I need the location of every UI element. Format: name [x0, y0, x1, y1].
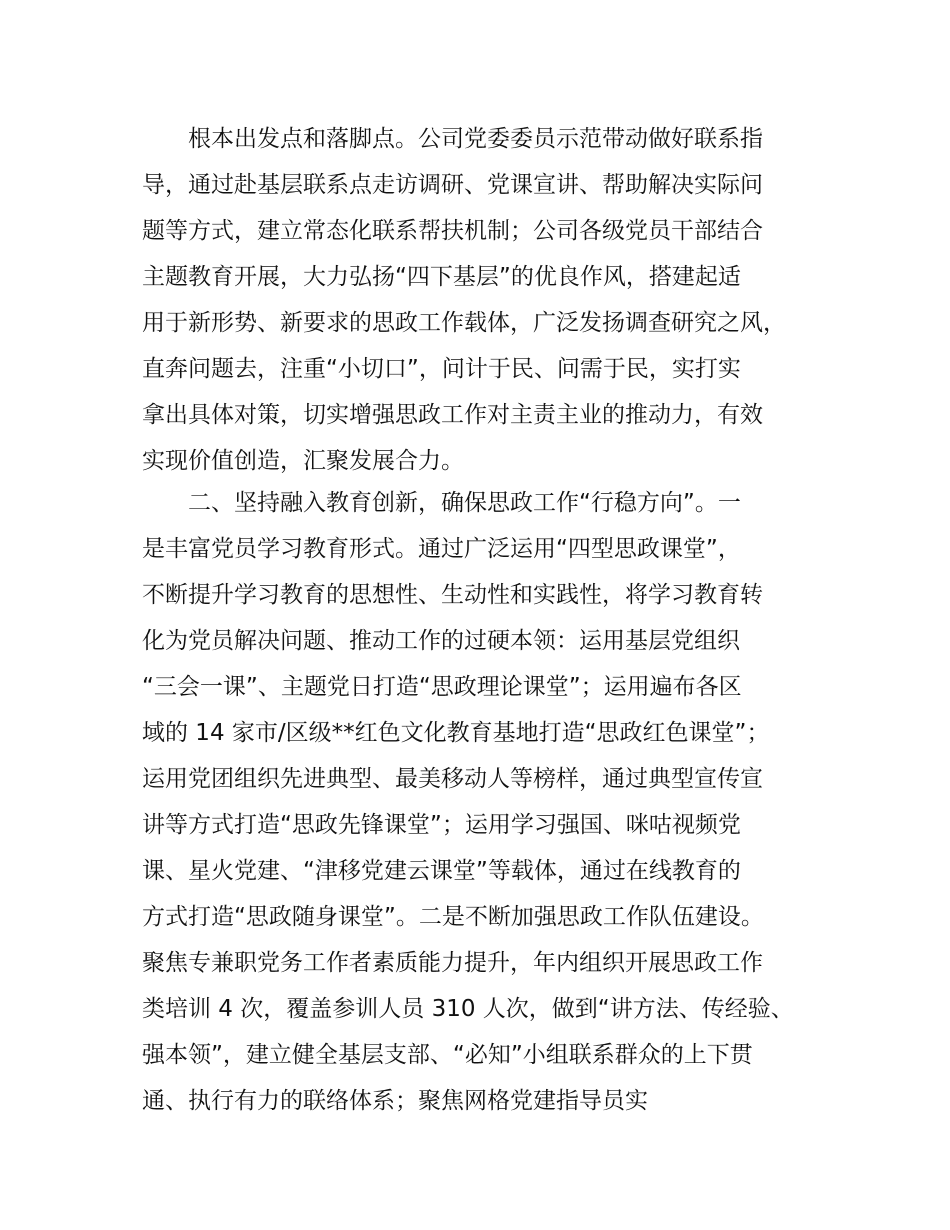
text-line: 是丰富党员学习教育形式。通过广泛运用“四型思政课堂”，	[142, 536, 741, 562]
text-line: 拿出具体对策，切实增强思政工作对主责主业的推动力，有效	[142, 402, 763, 428]
text-line: 强本领”，建立健全基层支部、“必知”小组联系群众的上下贯	[142, 1042, 753, 1068]
paragraph-1	[142, 116, 842, 484]
text-line: “三会一课”、主题党日打造“思政理论课堂”；运用遍布各区	[142, 674, 742, 700]
text-line: 直奔问题去，注重“小切口”，问计于民、问需于民，实打实	[142, 356, 741, 382]
text-line: 课、星火党建、“津移党建云课堂”等载体，通过在线教育的	[142, 858, 741, 884]
text-line: 导，通过赴基层联系点走访调研、党课宣讲、帮助解决实际问	[142, 172, 763, 198]
paragraph-2	[142, 480, 842, 1124]
text-line: 实现价值创造，汇聚发展合力。	[142, 448, 464, 474]
text-line: 聚焦专兼职党务工作者素质能力提升，年内组织开展思政工作	[142, 950, 763, 976]
text-line: 用于新形势、新要求的思政工作载体，广泛发扬调查研究之风，	[142, 310, 786, 336]
text-line: 主题教育开展，大力弘扬“四下基层”的优良作风，搭建起适	[142, 264, 741, 290]
text-line: 不断提升学习教育的思想性、生动性和实践性，将学习教育转	[142, 582, 763, 608]
text-line: 讲等方式打造“思政先锋课堂”；运用学习强国、咪咕视频党	[142, 812, 741, 838]
text-line: 类培训 4 次，覆盖参训人员 310 人次，做到“讲方法、传经验、	[142, 996, 794, 1022]
text-line: 化为党员解决问题、推动工作的过硬本领：运用基层党组织	[142, 628, 740, 654]
text-line: 运用党团组织先进典型、最美移动人等榜样，通过典型宣传宣	[142, 766, 763, 792]
text-line: 通、执行有力的联络体系；聚焦网格党建指导员实	[142, 1088, 648, 1114]
text-line: 域的 14 家市/区级**红色文化教育基地打造“思政红色课堂”；	[142, 720, 770, 746]
text-line: 二、坚持融入教育创新，确保思政工作“行稳方向”。一	[188, 490, 741, 516]
text-line: 根本出发点和落脚点。公司党委委员示范带动做好联系指	[188, 126, 763, 152]
text-line: 方式打造“思政随身课堂”。二是不断加强思政工作队伍建设。	[142, 904, 764, 930]
text-line: 题等方式，建立常态化联系帮扶机制；公司各级党员干部结合	[142, 218, 763, 244]
